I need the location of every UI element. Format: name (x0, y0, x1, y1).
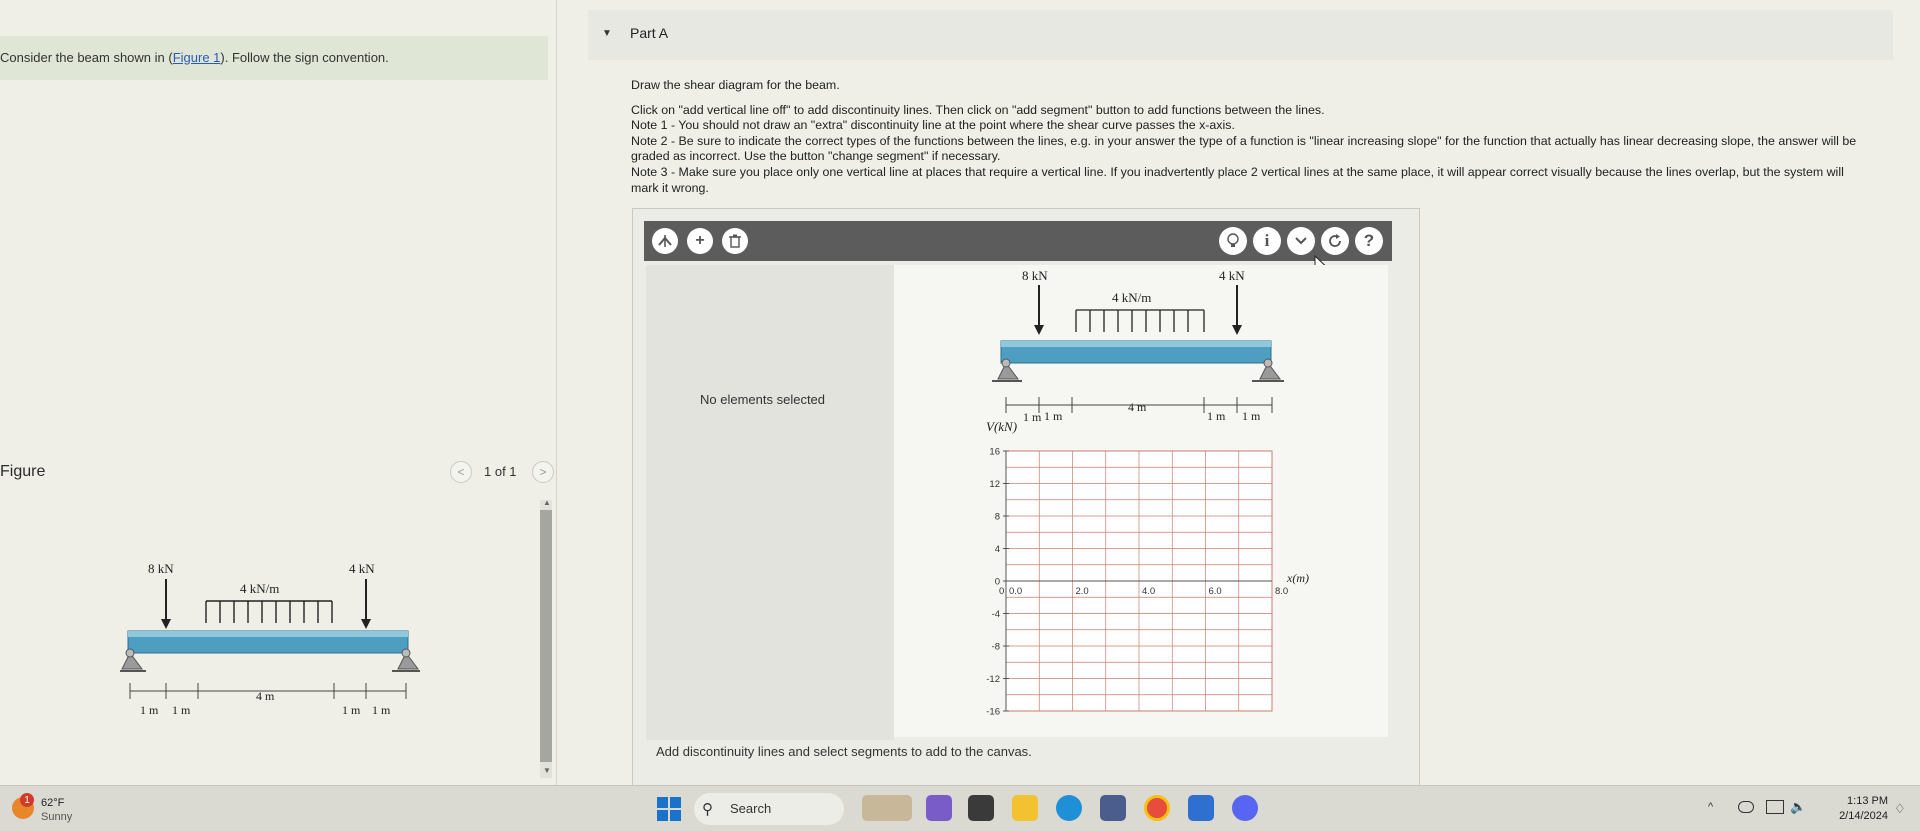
network-icon[interactable] (1766, 800, 1784, 814)
shear-grid (1003, 451, 1272, 711)
beam-figure (120, 555, 430, 725)
y-tick-label: -12 (986, 674, 1000, 685)
fig-dim-mid: 4 m (256, 689, 275, 703)
vertical-line-icon (657, 234, 673, 248)
figure-link[interactable]: Figure 1 (172, 50, 221, 65)
scroll-up-icon[interactable]: ▲ (543, 498, 551, 507)
x-tick-label: 4.0 (1142, 586, 1156, 597)
info-icon: i (1264, 231, 1270, 250)
outlook-icon[interactable] (1188, 795, 1214, 821)
instruction-note-2: Note 2 - Be sure to indicate the correct types of the functions between the lines, e.g. in your answer the type of a function is "linear increasing slope" for the function that actually has linear decreasing slope, the answer will be graded as incorrect. Use the button "change segment" if necessary. (631, 133, 1857, 164)
y-tick-label: 12 (989, 479, 1000, 490)
no-selection-text: No elements selected (700, 392, 826, 407)
canvas-dist-load-label: 4 kN/m (1112, 290, 1152, 305)
figure-next-button[interactable]: > (532, 461, 554, 483)
y-tick-label: -4 (991, 609, 1000, 620)
x-origin-label: 0 (999, 586, 1005, 597)
fig-right-load-label: 4 kN (349, 561, 375, 576)
clock-time[interactable]: 1:13 PM (1847, 795, 1888, 807)
figure-prev-button[interactable]: < (450, 461, 472, 483)
problem-statement (0, 50, 389, 65)
y-tick-label: -16 (986, 706, 1000, 718)
instruction-note-1: Note 1 - You should not draw an "extra" discontinuity line at the point where the shear curve passes the x-axis. (631, 118, 1235, 133)
task-view-icon[interactable] (968, 795, 994, 821)
fig-left-load-label: 8 kN (148, 561, 174, 576)
clock-date[interactable]: 2/14/2024 (1839, 810, 1888, 822)
store-icon[interactable] (1100, 795, 1126, 821)
search-highlight-icon[interactable] (862, 795, 912, 821)
y-tick-label: 0 (994, 576, 1000, 588)
chevron-down-icon (1295, 236, 1307, 246)
x-tick-label: 2.0 (1075, 586, 1089, 597)
x-axis-label: x(m) (1287, 571, 1309, 585)
y-axis-label: V(kN) (986, 419, 1018, 434)
fig-dist-load-label: 4 kN/m (240, 581, 280, 596)
help-icon: ? (1363, 231, 1375, 250)
chrome-icon[interactable] (1144, 795, 1170, 821)
weather-badge: 1 (20, 793, 34, 807)
intro-suffix: ). Follow the sign convention. (220, 50, 389, 65)
shear-diagram-canvas[interactable] (894, 265, 1388, 737)
trash-icon (729, 234, 741, 248)
instructions (631, 78, 1861, 196)
plus-icon: + (695, 232, 705, 249)
y-tick-labels (986, 447, 1000, 718)
search-label: Search (730, 801, 772, 816)
fig-dim-right1: 1 m (342, 703, 361, 717)
fig-dim-left2: 1 m (172, 703, 191, 717)
tray-chevron-up-icon[interactable]: ^ (1708, 801, 1714, 813)
hint-button[interactable] (1219, 227, 1247, 255)
canvas-dim-mid: 4 m (1128, 400, 1147, 414)
fig-dim-right2: 1 m (372, 703, 391, 717)
figure-pager-text: 1 of 1 (484, 464, 517, 479)
y-tick-label: 8 (994, 511, 1000, 523)
canvas-right-load-label: 4 kN (1219, 268, 1245, 283)
change-segment-dropdown[interactable] (1287, 227, 1315, 255)
x-tick-label: 0.0 (1009, 586, 1023, 597)
windows-icon (657, 797, 681, 821)
fig-distributed-load (206, 601, 332, 623)
y-tick-label: 4 (994, 544, 1000, 555)
volume-icon[interactable]: 🔈 (1790, 799, 1807, 814)
canvas-right-load-arrow (1232, 325, 1242, 335)
y-tick-label: -8 (991, 641, 1000, 653)
discord-icon[interactable] (1232, 795, 1258, 821)
add-segment-button[interactable] (687, 228, 713, 254)
help-button[interactable] (1355, 227, 1383, 255)
canvas-dim-right1: 1 m (1207, 409, 1226, 423)
add-vertical-line-button[interactable] (652, 228, 678, 254)
taskbar (0, 785, 1920, 831)
info-button[interactable] (1253, 227, 1281, 255)
instruction-line-2: Click on "add vertical line off" to add discontinuity lines. Then click on "add segment" button to add functions between the lines. (631, 102, 1325, 117)
reset-icon (1327, 233, 1343, 249)
canvas-dim-right2: 1 m (1242, 409, 1261, 423)
x-tick-label: 8.0 (1275, 586, 1289, 597)
file-explorer-icon[interactable] (1012, 795, 1038, 821)
part-a-title: Part A (630, 25, 669, 41)
intro-prefix: Consider the beam shown in ( (0, 50, 173, 65)
column-divider (556, 0, 557, 785)
search-icon: ⚲ (702, 801, 713, 818)
notification-bell-icon[interactable]: ♢ (1894, 801, 1906, 816)
y-tick-label: 16 (989, 446, 1000, 458)
fig-dim-left1: 1 m (140, 703, 159, 717)
weather-condition[interactable]: Sunny (41, 811, 73, 823)
canvas-left-load-label: 8 kN (1022, 268, 1048, 283)
reset-button[interactable] (1321, 227, 1349, 255)
instruction-note-3: Note 3 - Make sure you place only one vertical line at places that require a vertical line. If you inadvertently place 2 vertical lines at the same place, it will appear correct visually because the lines overlap, but the system will mark it wrong. (631, 164, 1844, 195)
delete-button[interactable] (722, 228, 748, 254)
figure-scrollbar-thumb[interactable] (540, 510, 552, 762)
weather-temp[interactable]: 62°F (41, 797, 65, 809)
canvas-dim-left2: 1 m (1044, 409, 1063, 423)
x-tick-label: 6.0 (1208, 586, 1222, 597)
copilot-icon[interactable] (926, 795, 952, 821)
onedrive-icon[interactable] (1738, 801, 1754, 813)
canvas-dim-left1: 1 m (1023, 410, 1042, 424)
selection-panel (646, 265, 894, 740)
collapse-caret-icon[interactable]: ▼ (602, 28, 612, 39)
figure-heading: Figure (0, 463, 46, 480)
instruction-line-1: Draw the shear diagram for the beam. (631, 78, 840, 92)
status-message: Add discontinuity lines and select segments to add to the canvas. (656, 744, 1032, 759)
hint-icon (1226, 233, 1240, 249)
part-a-header[interactable] (588, 10, 1893, 60)
canvas-left-load-arrow (1034, 325, 1044, 335)
scroll-down-icon[interactable]: ▼ (543, 766, 551, 775)
start-button[interactable] (657, 797, 681, 821)
canvas-distributed-load (1076, 310, 1204, 332)
edge-icon[interactable] (1056, 795, 1082, 821)
